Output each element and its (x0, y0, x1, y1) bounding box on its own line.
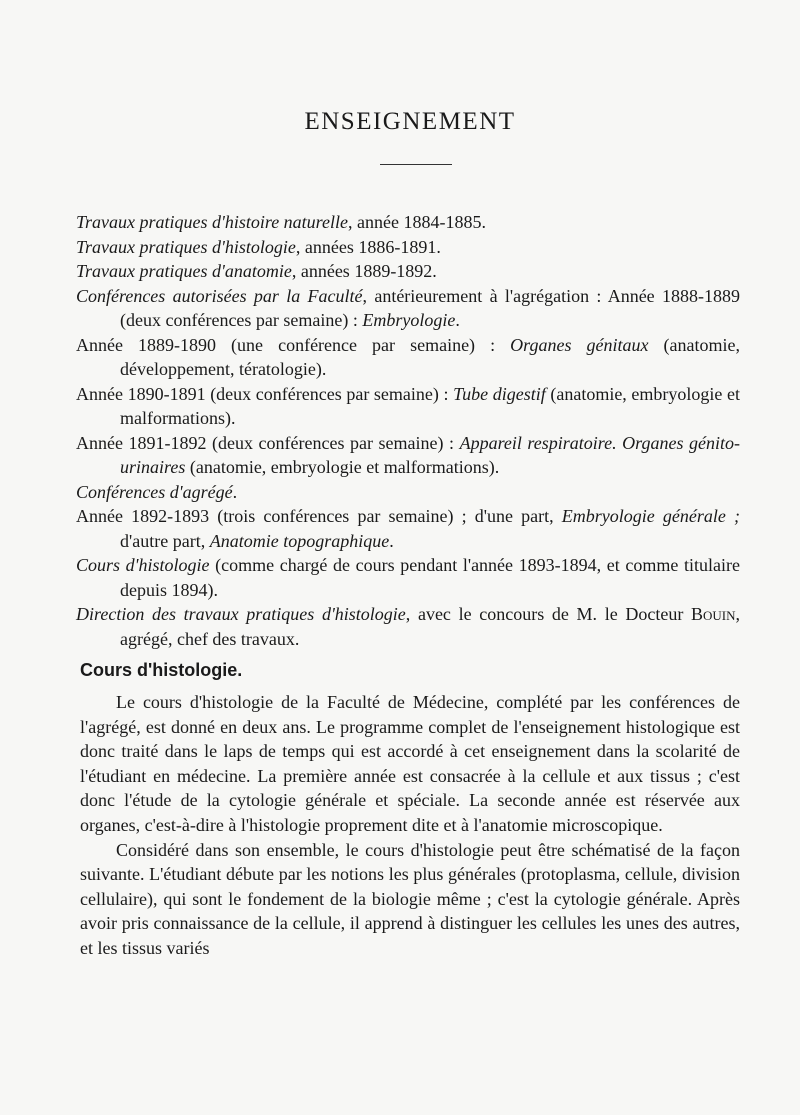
item-emphasis: Appareil respiratoire. Organes génito-urinaires (120, 432, 740, 477)
item-emphasis: Embryologie générale ; (561, 506, 740, 526)
item-text: , années 1889-1892. (291, 261, 437, 281)
list-item (76, 602, 740, 651)
paragraph: Le cours d'histologie de la Faculté de Médecine, complété par les conférences de l'agrégé, est donné en deux ans. Le programme complet de l'enseignement histologique est donc traité dans le laps de temps qui est accordé à cet enseignement dans la scolarité de l'étudiant en médecine. La première année est consacrée à la cellule et aux tissus ; c'est donc l'étude de la cytologie générale et spéciale. La seconde année est réservée aux organes, c'est-à-dire à l'histologie proprement dite et à l'anatomie microscopique. (80, 692, 740, 835)
list-item (76, 382, 740, 431)
item-emphasis: Cours d'histologie (76, 555, 210, 575)
item-text: (anatomie, embryologie et malformations). (185, 457, 500, 477)
item-text: , avec le concours de M. le Docteur (405, 604, 691, 624)
item-emphasis: Anatomie topographique (209, 530, 390, 551)
list-item (76, 235, 740, 260)
item-text: , antérieurement à l'agrégation : Année 1888-1889 (deux conférences par semaine) : (120, 285, 740, 330)
item-text: , année 1884-1885. (348, 212, 486, 232)
item-text: Année 1889-1890 (une conférence par semaine) : (76, 334, 511, 355)
item-emphasis: Conférences d'agrégé (76, 481, 233, 502)
list-item (76, 504, 740, 553)
item-text: Année 1890-1891 (deux conférences par semaine) : (76, 383, 454, 404)
teaching-list (76, 210, 740, 651)
page-title: ENSEIGNEMENT (304, 108, 516, 135)
item-emphasis: Embryologie (362, 310, 456, 330)
paragraph: Considéré dans son ensemble, le cours d'histologie peut être schématisé de la façon suivante. L'étudiant débute par les notions les plus générales (protoplasma, cellule, division cellulaire), qui sont le fondement de la biologie même ; c'est la cytologie générale. Après avoir pris connaissance de la cellule, il apprend à distinguer les cellules les unes des autres, et les tissus variés (80, 839, 740, 958)
list-item (76, 553, 740, 602)
item-text: Année 1891-1892 (deux conférences par semaine) : (76, 432, 460, 453)
item-emphasis: Conférences autorisées par la Faculté (76, 285, 363, 306)
item-text: (anatomie, embryologie et malformations). (120, 383, 740, 428)
item-emphasis: Direction des travaux pratiques d'histologie (76, 604, 406, 624)
title-divider (380, 164, 452, 165)
item-text: (anatomie, développement, tératologie). (120, 334, 741, 379)
item-text: (comme chargé de cours pendant l'année 1893-1894, et comme titulaire depuis 1894). (120, 555, 740, 600)
item-emphasis: Travaux pratiques d'histoire naturelle (76, 212, 349, 232)
item-emphasis: Tube digestif (453, 383, 546, 404)
item-text: d'autre part, (120, 530, 210, 551)
list-item (76, 284, 740, 333)
list-item (76, 431, 740, 480)
section-heading: Cours d'histologie. (80, 660, 243, 680)
list-item (76, 333, 740, 382)
item-emphasis: Travaux pratiques d'anatomie (76, 261, 292, 281)
item-emphasis: Organes génitaux (510, 334, 649, 355)
item-text: , années 1886-1891. (295, 236, 441, 257)
list-item (76, 480, 740, 505)
item-text: Année 1892-1893 (trois conférences par semaine) ; d'une part, (76, 506, 562, 526)
body-text (80, 690, 740, 961)
item-emphasis: Travaux pratiques d'histologie (76, 236, 296, 257)
list-item (76, 210, 740, 235)
item-text: , agrégé, chef des travaux. (120, 604, 740, 649)
list-item (76, 259, 740, 284)
item-text: . (389, 530, 394, 551)
item-text: . (455, 310, 460, 330)
person-name: Bouin (690, 604, 736, 624)
item-text: . (232, 481, 238, 502)
